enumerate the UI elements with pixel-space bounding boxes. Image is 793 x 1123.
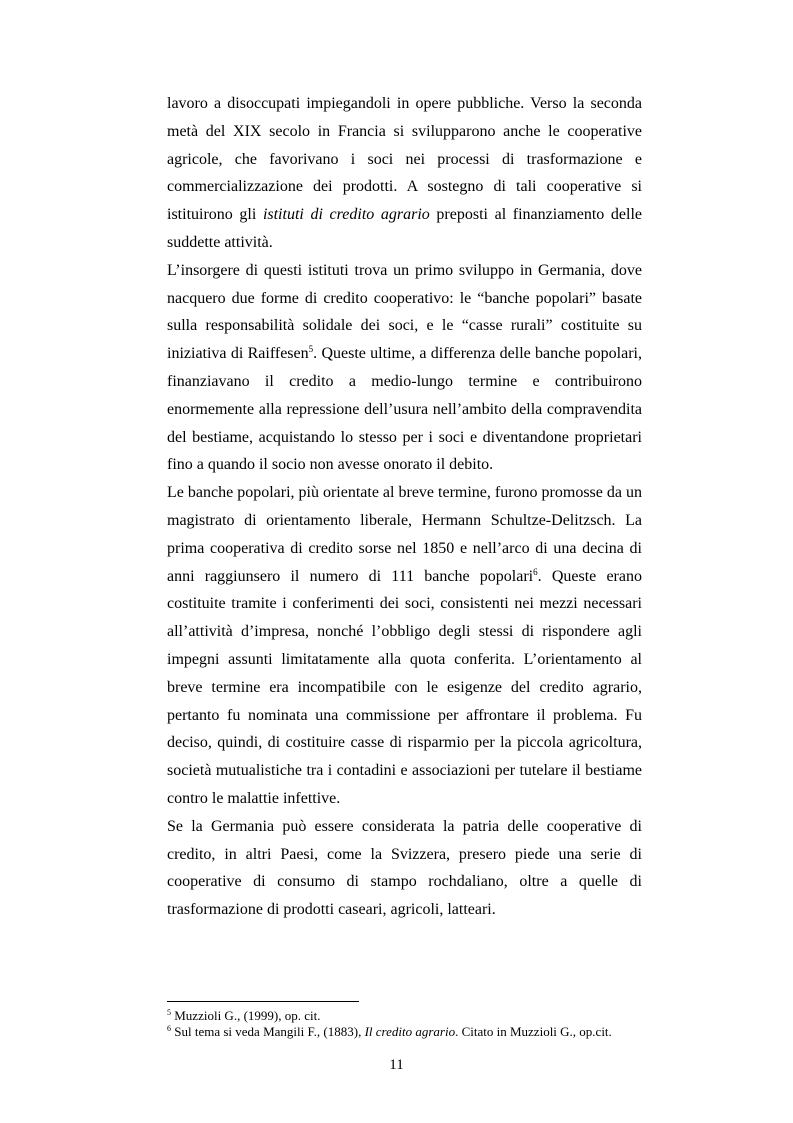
paragraph-1 (167, 90, 642, 257)
paragraph-1-text-end: preposti al finanziamento delle suddette attività. (167, 206, 643, 251)
paragraph-1-text: lavoro a disoccupati impiegandoli in opere pubbliche. Verso la seconda metà del XIX secolo in Francia si svilupparono anche le cooperative agricole, che favorivano i soci nei processi di trasformazione e commercializzazione dei prodotti. A sostegno di tali cooperative si istituirono gli (167, 95, 642, 224)
paragraph-4: Se la Germania può essere considerata la patria delle cooperative di credito, in altri Paesi, come la Svizzera, presero piede una serie di cooperative di consumo di stampo rochdaliano, oltre a quelle di trasformazione di prodotti caseari, agricoli, latteari. (167, 817, 642, 919)
paragraph-2-text-end: . Queste ultime, a differenza delle banche popolari, finanziavano il credito a medio-lungo termine e contribuirono enormemente alla repressione dell’usura nell’ambito della compravendita del bestiame, acquistando lo stesso per i soci e diventandone proprietari fino a quando il socio non avesse onorato il debito. (167, 345, 642, 474)
paragraph-3 (167, 479, 642, 813)
page-number: 11 (389, 1057, 404, 1073)
paragraph-2-text: L’insorgere di questi istituti trova un primo sviluppo in Germania, dove nacquero due forme di credito cooperativo: le “banche popolari” basate sulla responsabilità solidale dei soci, e le “casse rurali” costituite su iniziativa di Raiffesen (167, 261, 642, 363)
footnote-ref-6[interactable]: 6 (533, 566, 538, 577)
footnote-number: 6 (167, 1024, 171, 1033)
footnotes (167, 1008, 647, 1040)
footnote-emphasis: Il credito agrario (364, 1024, 456, 1039)
paragraph-2 (167, 257, 642, 479)
footnote-5 (167, 1008, 647, 1024)
paragraph-1-emphasis: istituti di credito agrario (262, 206, 430, 224)
footnote-number: 5 (167, 1008, 171, 1017)
body-text (167, 90, 642, 924)
footnote-ref-5[interactable]: 5 (308, 344, 314, 355)
footnote-text: Muzzioli G., (1999), op. cit. (171, 1008, 321, 1023)
paragraph-3-text: Le banche popolari, più orientate al breve termine, furono promosse da un magistrato di orientamento liberale, Hermann Schultze-Delitzsch. La prima cooperativa di credito sorse nel 1850 e nell’arco di una decina di anni raggiunsero il numero di 111 banche popolari (167, 484, 642, 585)
footnote-text-end: . Citato in Muzzioli G., op.cit. (455, 1024, 612, 1039)
footnote-separator (167, 1001, 359, 1002)
paragraph-3-text-end: . Queste erano costituite tramite i conferimenti dei soci, consistenti nei mezzi necessari all’attività d’impresa, nonché l’obbligo degli stessi di rispondere agli impegni assunti limitatamente alla quota conferita. L’orientamento al breve termine era incompatibile con le esigenze del credito agrario, pertanto fu nominata una commissione per affrontare il problema. Fu deciso, quindi, di costituire casse di risparmio per la piccola agricoltura, società mutualistiche tra i contadini e associazioni per tutelare il bestiame contro le malattie infettive. (167, 567, 642, 807)
footnote-6 (167, 1024, 647, 1040)
footnote-text: Sul tema si veda Mangili F., (1883), (171, 1024, 365, 1039)
